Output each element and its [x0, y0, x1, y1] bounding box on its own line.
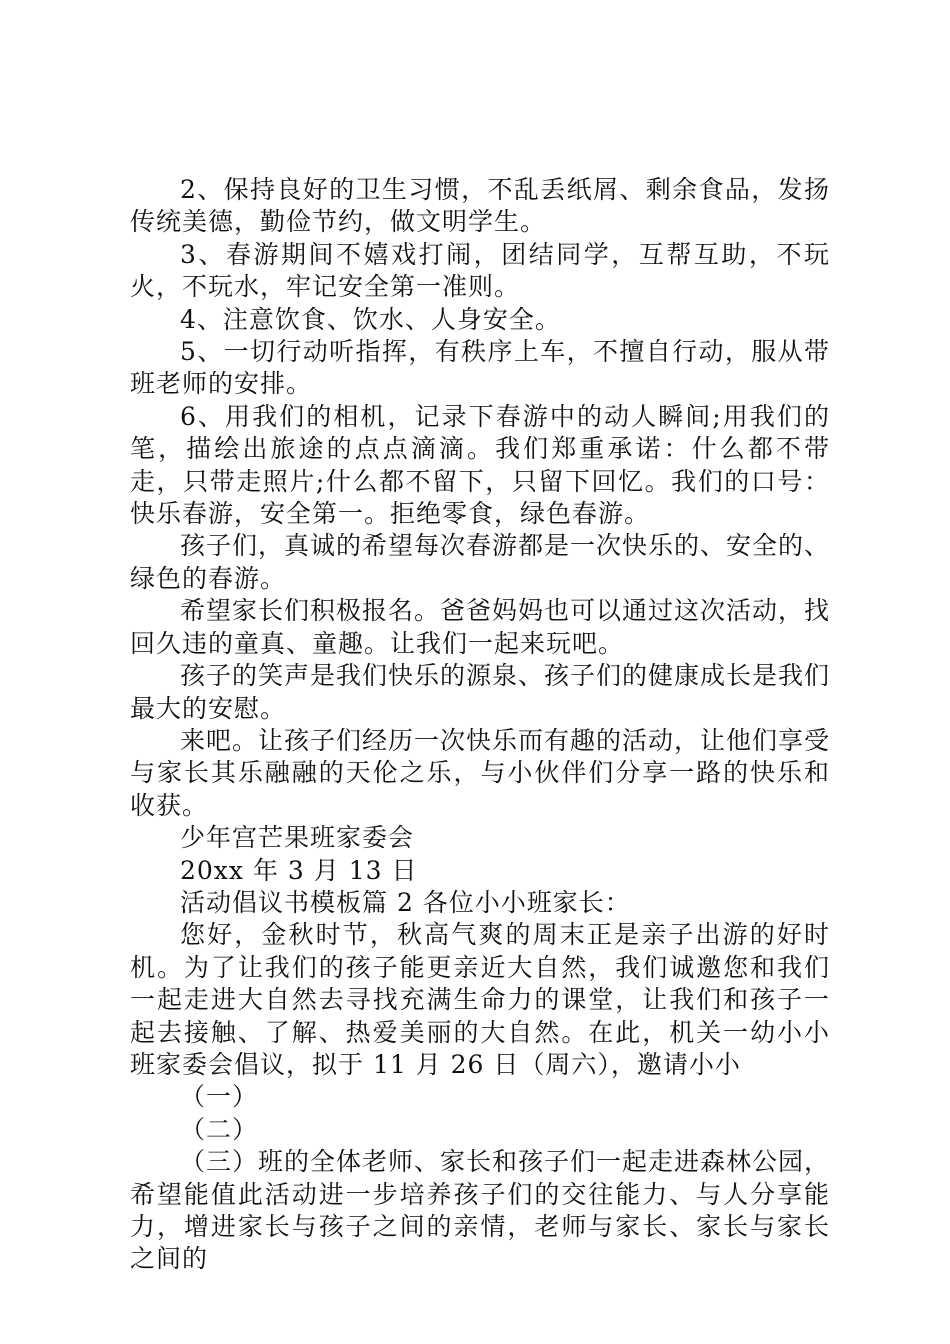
- paragraph-class-three: （三）班的全体老师、家长和孩子们一起走进森林公园，希望能值此活动进一步培养孩子们的交往能力、与人分享能力，增进家长与孩子之间的亲情，老师与家长、家长与家长之间的: [130, 1147, 831, 1274]
- paragraph-children-wish: 孩子们，真诚的希望每次春游都是一次快乐的、安全的、绿色的春游。: [130, 531, 831, 593]
- signature-committee: 少年宫芒果班家委会: [180, 823, 415, 853]
- paragraph-come-on: 来吧。让孩子们经历一次快乐而有趣的活动，让他们享受与家长其乐融融的天伦之乐，与小伙伴们分享一路的快乐和收获。: [130, 725, 831, 820]
- document-body: [130, 174, 830, 1276]
- paragraph-parents-signup: 希望家长们积极报名。爸爸妈妈也可以通过这次活动，找回久违的童真、童趣。让我们一起来玩吧。: [130, 596, 831, 658]
- list-item-two: （二）: [180, 1114, 259, 1144]
- paragraph-rule-5: 5、一切行动听指挥，有秩序上车，不擅自行动，服从带班老师的安排。: [130, 337, 830, 399]
- paragraph-rule-2: 2、保持良好的卫生习惯，不乱丢纸屑、剩余食品，发扬传统美德，勤俭节约，做文明学生。: [130, 175, 830, 237]
- paragraph-rule-4: 4、注意饮食、饮水、人身安全。: [180, 304, 561, 334]
- paragraph-laughter: 孩子的笑声是我们快乐的源泉、孩子们的健康成长是我们最大的安慰。: [130, 661, 831, 723]
- list-item-one: （一）: [180, 1082, 259, 1112]
- paragraph-rule-6: 6、用我们的相机，记录下春游中的动人瞬间;用我们的笔，描绘出旅途的点点滴滴。我们郑重承诺：什么都不带走，只带走照片;什么都不留下，只留下回忆。我们的口号：快乐春游，安全第一。拒绝零食，绿色春游。: [130, 401, 830, 529]
- section-heading-template-2: 活动倡议书模板篇 2 各位小小班家长：: [180, 887, 631, 917]
- signature-date: 20xx 年 3 月 13 日: [180, 855, 418, 885]
- paragraph-greeting: 您好，金秋时节，秋高气爽的周末正是亲子出游的好时机。为了让我们的孩子能更亲近大自然，我们诚邀您和我们一起走进大自然去寻找充满生命力的课堂，让我们和孩子一起去接触、了解、热爱美丽的大自然。在此，机关一幼小小班家委会倡议，拟于 11 月 26 日（周六），邀请小小: [130, 920, 830, 1079]
- paragraph-rule-3: 3、春游期间不嬉戏打闹，团结同学，互帮互助，不玩火，不玩水，牢记安全第一准则。: [130, 239, 830, 302]
